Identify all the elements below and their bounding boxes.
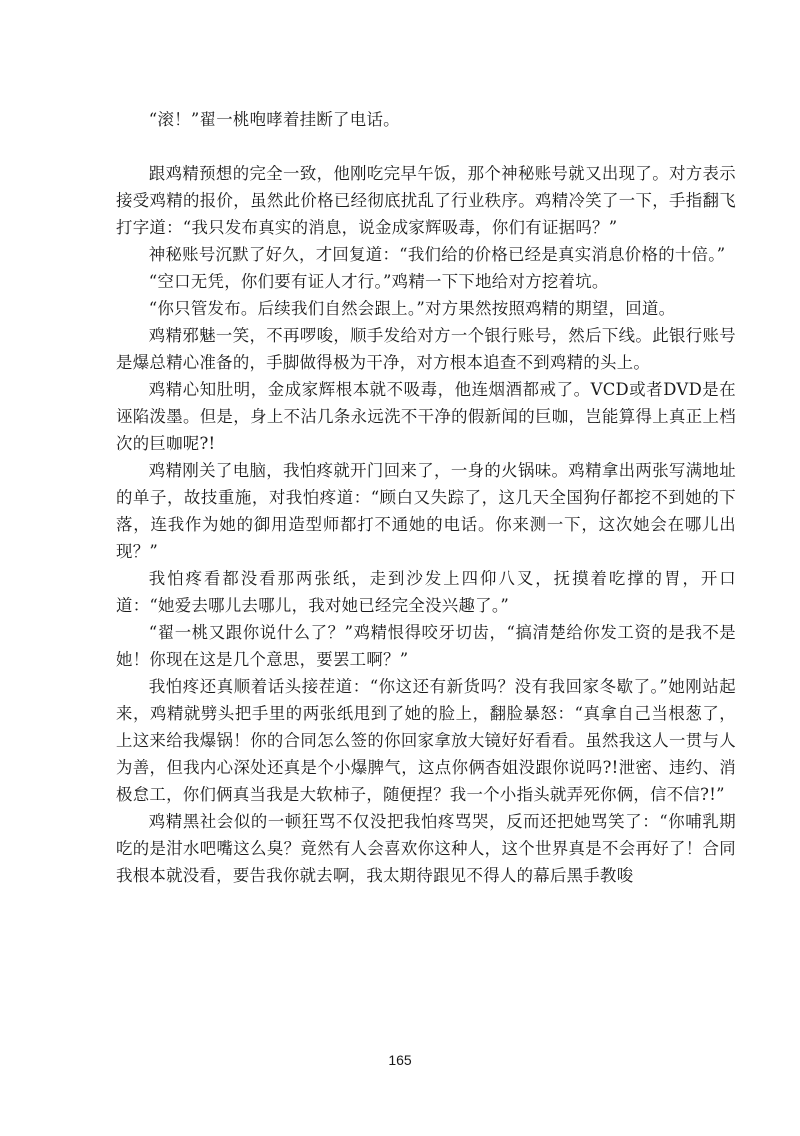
paragraph-3: 神秘账号沉默了好久，才回复道：“我们给的价格已经是真实消息价格的十倍。” [148, 245, 726, 264]
paragraph-11: 我怕疼还真顺着话头接茬道：“你这还有新货吗？没有我回家冬歇了。”她刚站起来，鸡精就劈头把手里的两张纸甩到了她的脸上，翻脸暴怒：“真拿自己当根葱了，上这来给我爆锅！你的合同怎么签的你回家拿放大镜好好看看。虽然我这人一贯与人为善，但我内心深处还真是个小爆脾气，这点你俩杳姐没跟你说吗?!泄密、违约、消极怠工，你们俩真当我是大软柿子，随便捏？我一个小指头就弄死你俩，信不信?!” [116, 677, 736, 804]
paragraph-4: “空口无凭，你们要有证人才行。”鸡精一下下地给对方挖着坑。 [148, 272, 609, 291]
paragraph-8: 鸡精刚关了电脑，我怕疼就开门回来了，一身的火锅味。鸡精拿出两张写满地址的单子，故技重施，对我怕疼道：“顾白又失踪了，这几天全国狗仔都挖不到她的下落，连我作为她的御用造型师都打不通她的电话。你来测一下，这次她会在哪儿出现？” [116, 461, 736, 561]
page-body [116, 106, 736, 889]
paragraph-7: 鸡精心知肚明，金成家辉根本就不吸毒，他连烟酒都戒了。VCD或者DVD是在诬陷泼墨。但是，身上不沾几条永远洗不干净的假新闻的巨咖，岂能算得上真正上档次的巨咖呢?! [116, 380, 736, 453]
page-number: 165 [388, 1052, 412, 1068]
paragraph-1: “滚！”翟一桃咆哮着挂断了电话。 [148, 110, 400, 129]
paragraph-10: “翟一桃又跟你说什么了？”鸡精恨得咬牙切齿，“搞清楚给你发工资的是我不是她！你现在这是几个意思，要罢工啊？” [116, 623, 736, 669]
paragraph-2: 跟鸡精预想的完全一致，他刚吃完早午饭，那个神秘账号就又出现了。对方表示接受鸡精的报价，虽然此价格已经彻底扰乱了行业秩序。鸡精冷笑了一下，手指翻飞打字道：“我只发布真实的消息，说金成家辉吸毒，你们有证据吗？” [116, 164, 736, 237]
paragraph-5: “你只管发布。后续我们自然会跟上。”对方果然按照鸡精的期望，回道。 [148, 299, 676, 318]
paragraph-9: 我怕疼看都没看那两张纸，走到沙发上四仰八叉，抚摸着吃撑的胃，开口道：“她爱去哪儿去哪儿，我对她已经完全没兴趣了。” [116, 569, 736, 615]
paragraph-12: 鸡精黑社会似的一顿狂骂不仅没把我怕疼骂哭，反而还把她骂笑了：“你哺乳期吃的是泔水吧嘴这么臭？竟然有人会喜欢你这种人，这个世界真是不会再好了！合同我根本就没看，要告我你就去啊，我太期待跟见不得人的幕后黑手教唆 [116, 812, 736, 885]
paragraph-6: 鸡精邪魅一笑，不再啰唆，顺手发给对方一个银行账号，然后下线。此银行账号是爆总精心准备的，手脚做得极为干净，对方根本追查不到鸡精的头上。 [116, 326, 736, 372]
